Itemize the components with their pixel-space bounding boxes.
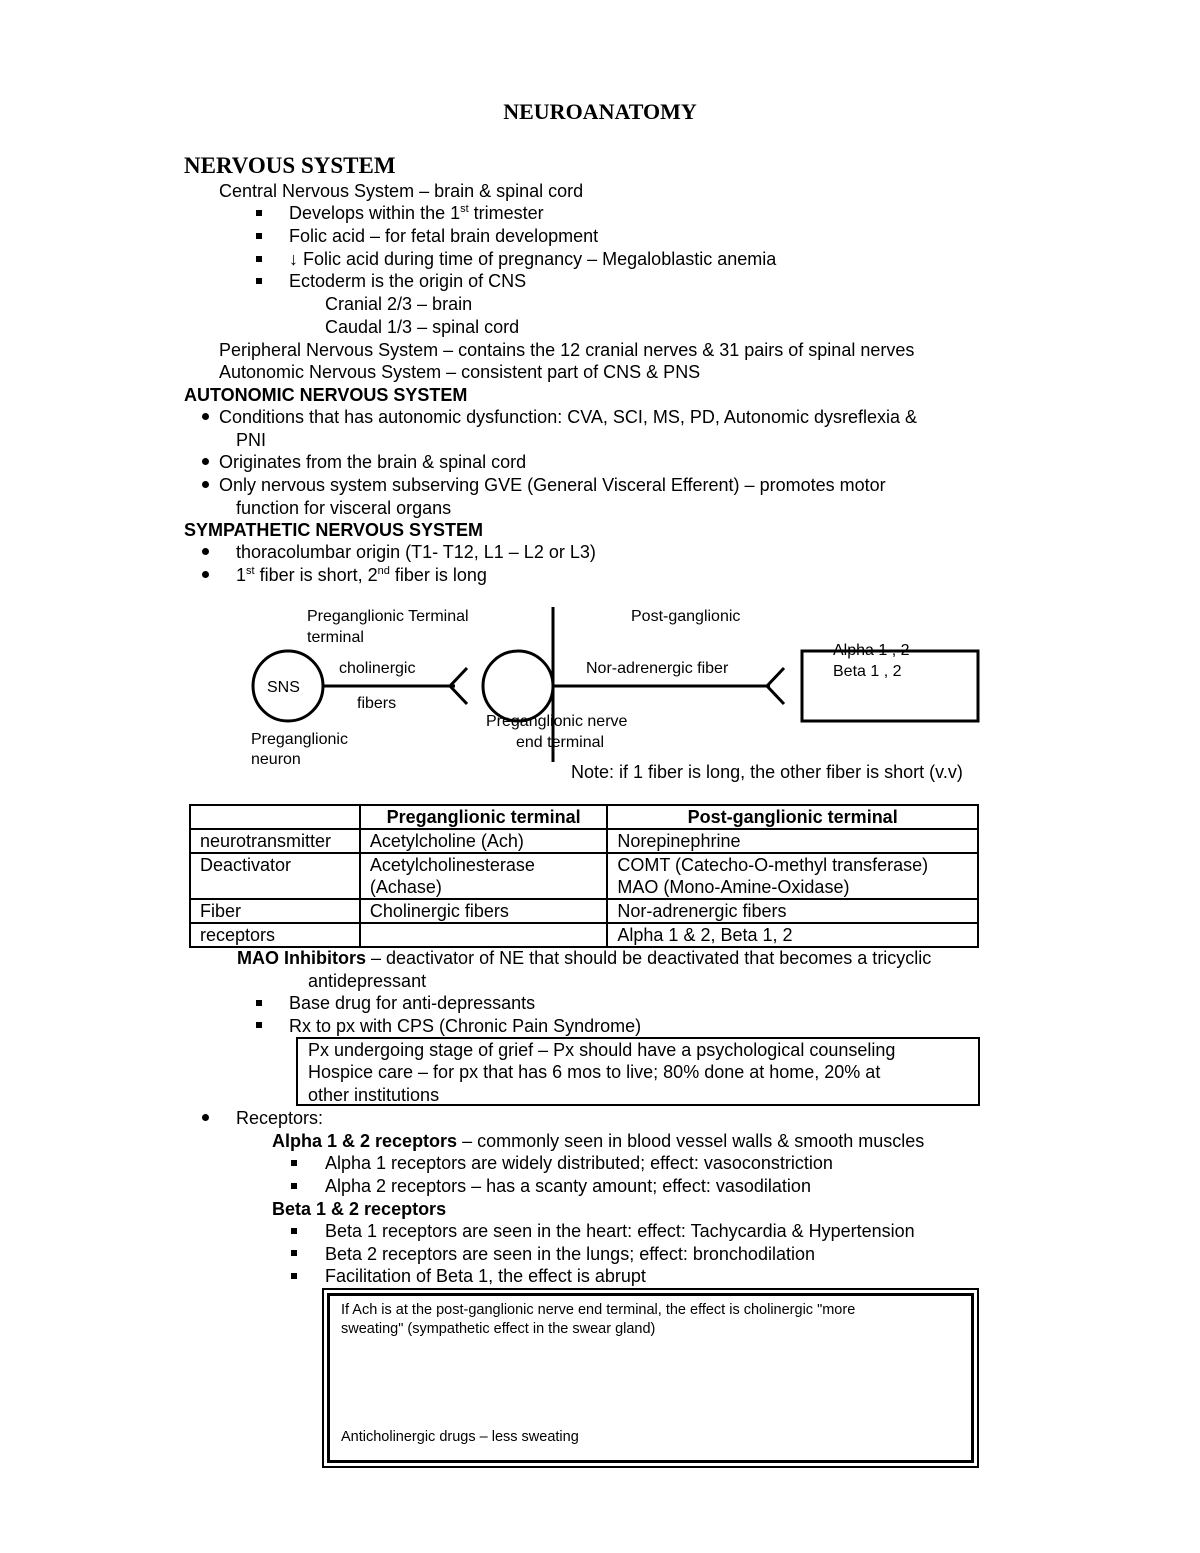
grief-note-line: Hospice care – for px that has 6 mos to live; 80% done at home, 20% at xyxy=(308,1062,881,1082)
pns-line: Peripheral Nervous System – contains the 12 cranial nerves & 31 pairs of spinal nerves xyxy=(219,340,915,360)
grief-note-line: other institutions xyxy=(308,1085,440,1105)
comparison-table xyxy=(189,804,979,948)
table-cell: Norepinephrine xyxy=(607,829,978,853)
autonomic-bullet-1a: Conditions that has autonomic dysfunction: CVA, SCI, MS, PD, Autonomic dysreflexia & xyxy=(219,407,917,427)
mao-line: MAO Inhibitors – deactivator of NE that should be deactivated that becomes a tricyclic xyxy=(237,948,932,968)
table-cell xyxy=(360,923,608,947)
diagram-label-beta: Beta 1 , 2 xyxy=(833,663,902,680)
autonomic-bullet-2: Originates from the brain & spinal cord xyxy=(219,452,527,472)
diagram-label-cholinergic: cholinergic xyxy=(339,660,416,677)
cns-bullet-2: Folic acid – for fetal brain development xyxy=(289,226,599,246)
diagram-label-alpha: Alpha 1 , 2 xyxy=(833,642,910,659)
receptors-label: Receptors: xyxy=(236,1108,324,1128)
beta-bullet-3: Facilitation of Beta 1, the effect is abrupt xyxy=(325,1266,646,1286)
diagram-label-pre-neuron: Preganglionic xyxy=(251,731,348,748)
table-row xyxy=(190,853,978,899)
sweating-note-line: If Ach is at the post-ganglionic nerve end terminal, the effect is cholinergic "more xyxy=(341,1302,856,1318)
autonomic-bullet-3b: function for visceral organs xyxy=(236,498,452,518)
bullet-square xyxy=(291,1160,297,1166)
table-cell: neurotransmitter xyxy=(190,829,360,853)
bullet-square xyxy=(291,1250,297,1256)
sympathetic-bullet-1: thoracolumbar origin (T1- T12, L1 – L2 or L3) xyxy=(236,542,596,562)
cranial-line: Cranial 2/3 – brain xyxy=(325,294,473,314)
table-row xyxy=(190,923,978,947)
autonomic-bullet-1b: PNI xyxy=(236,430,267,450)
cns-bullet-1: Develops within the 1st trimester xyxy=(289,203,544,223)
beta-bullet-1: Beta 1 receptors are seen in the heart: effect: Tachycardia & Hypertension xyxy=(325,1221,915,1241)
bullet-dot xyxy=(202,1114,209,1121)
ganglion-circle xyxy=(483,651,553,721)
sympathetic-bullet-2: 1st fiber is short, 2nd fiber is long xyxy=(236,565,487,585)
diagram-label-pre-nerve: Preganglionic nerve xyxy=(486,713,628,730)
cns-bullet-4: Ectoderm is the origin of CNS xyxy=(289,271,527,291)
table-cell: Acetylcholinesterase (Achase) xyxy=(360,853,608,899)
bullet-square xyxy=(256,1000,262,1006)
alpha-bullet-1: Alpha 1 receptors are widely distributed; effect: vasoconstriction xyxy=(325,1153,833,1173)
diagram-label-sns: SNS xyxy=(267,679,300,696)
sympathetic-heading: SYMPATHETIC NERVOUS SYSTEM xyxy=(184,520,484,540)
bullet-square xyxy=(291,1228,297,1234)
page-title: NEUROANATOMY xyxy=(503,99,697,124)
mao-bullet-1: Base drug for anti-depressants xyxy=(289,993,536,1013)
diagram-label-post-ganglionic: Post-ganglionic xyxy=(631,608,741,625)
cns-bullet-3: ↓ Folic acid during time of pregnancy – Megaloblastic anemia xyxy=(289,249,777,269)
table-cell: Nor-adrenergic fibers xyxy=(607,899,978,923)
bullet-square xyxy=(256,1022,262,1028)
diagram-label-pre-terminal: Preganglionic Terminal xyxy=(307,608,469,625)
bullet-square xyxy=(291,1183,297,1189)
caudal-line: Caudal 1/3 – spinal cord xyxy=(325,317,520,337)
table-row xyxy=(190,829,978,853)
alpha-receptors-line: Alpha 1 & 2 receptors – commonly seen in blood vessel walls & smooth muscles xyxy=(272,1131,925,1151)
table-header-cell: Post-ganglionic terminal xyxy=(607,805,978,829)
autonomic-bullet-3a: Only nervous system subserving GVE (General Visceral Efferent) – promotes motor xyxy=(219,475,886,495)
diagram-label-fibers: fibers xyxy=(357,695,397,712)
bullet-square xyxy=(291,1273,297,1279)
mao-line-2: antidepressant xyxy=(308,971,427,991)
grief-note-line: Px undergoing stage of grief – Px should have a psychological counseling xyxy=(308,1040,896,1060)
beta-receptors-label: Beta 1 & 2 receptors xyxy=(272,1199,447,1219)
diagram-note: Note: if 1 fiber is long, the other fiber is short (v.v) xyxy=(571,762,963,782)
diagram-label-neuron: neuron xyxy=(251,751,301,768)
autonomic-heading: AUTONOMIC NERVOUS SYSTEM xyxy=(184,385,468,405)
table-header-cell xyxy=(190,805,360,829)
diagram-label-terminal: terminal xyxy=(307,629,364,646)
table-row xyxy=(190,899,978,923)
table-header-cell: Preganglionic terminal xyxy=(360,805,608,829)
sweating-note-line: Anticholinergic drugs – less sweating xyxy=(341,1429,579,1445)
sweating-note-line: sweating" (sympathetic effect in the swear gland) xyxy=(341,1321,656,1337)
table-cell: receptors xyxy=(190,923,360,947)
table-cell: Deactivator xyxy=(190,853,360,899)
diagram-label-end-terminal: end terminal xyxy=(516,734,605,751)
ans-line: Autonomic Nervous System – consistent part of CNS & PNS xyxy=(219,362,701,382)
table-cell: Acetylcholine (Ach) xyxy=(360,829,608,853)
table-cell: COMT (Catecho-O-methyl transferase) MAO (Mono-Amine-Oxidase) xyxy=(607,853,978,899)
diagram-label-nor-fiber: Nor-adrenergic fiber xyxy=(586,660,729,677)
beta-bullet-2: Beta 2 receptors are seen in the lungs; effect: bronchodilation xyxy=(325,1244,815,1264)
mao-bullet-2: Rx to px with CPS (Chronic Pain Syndrome) xyxy=(289,1016,642,1036)
table-header-row xyxy=(190,805,978,829)
table-cell: Cholinergic fibers xyxy=(360,899,608,923)
table-cell: Fiber xyxy=(190,899,360,923)
cns-line: Central Nervous System – brain & spinal cord xyxy=(219,181,584,201)
alpha-bullet-2: Alpha 2 receptors – has a scanty amount; effect: vasodilation xyxy=(325,1176,811,1196)
table-cell: Alpha 1 & 2, Beta 1, 2 xyxy=(607,923,978,947)
nervous-system-heading: NERVOUS SYSTEM xyxy=(184,153,396,178)
